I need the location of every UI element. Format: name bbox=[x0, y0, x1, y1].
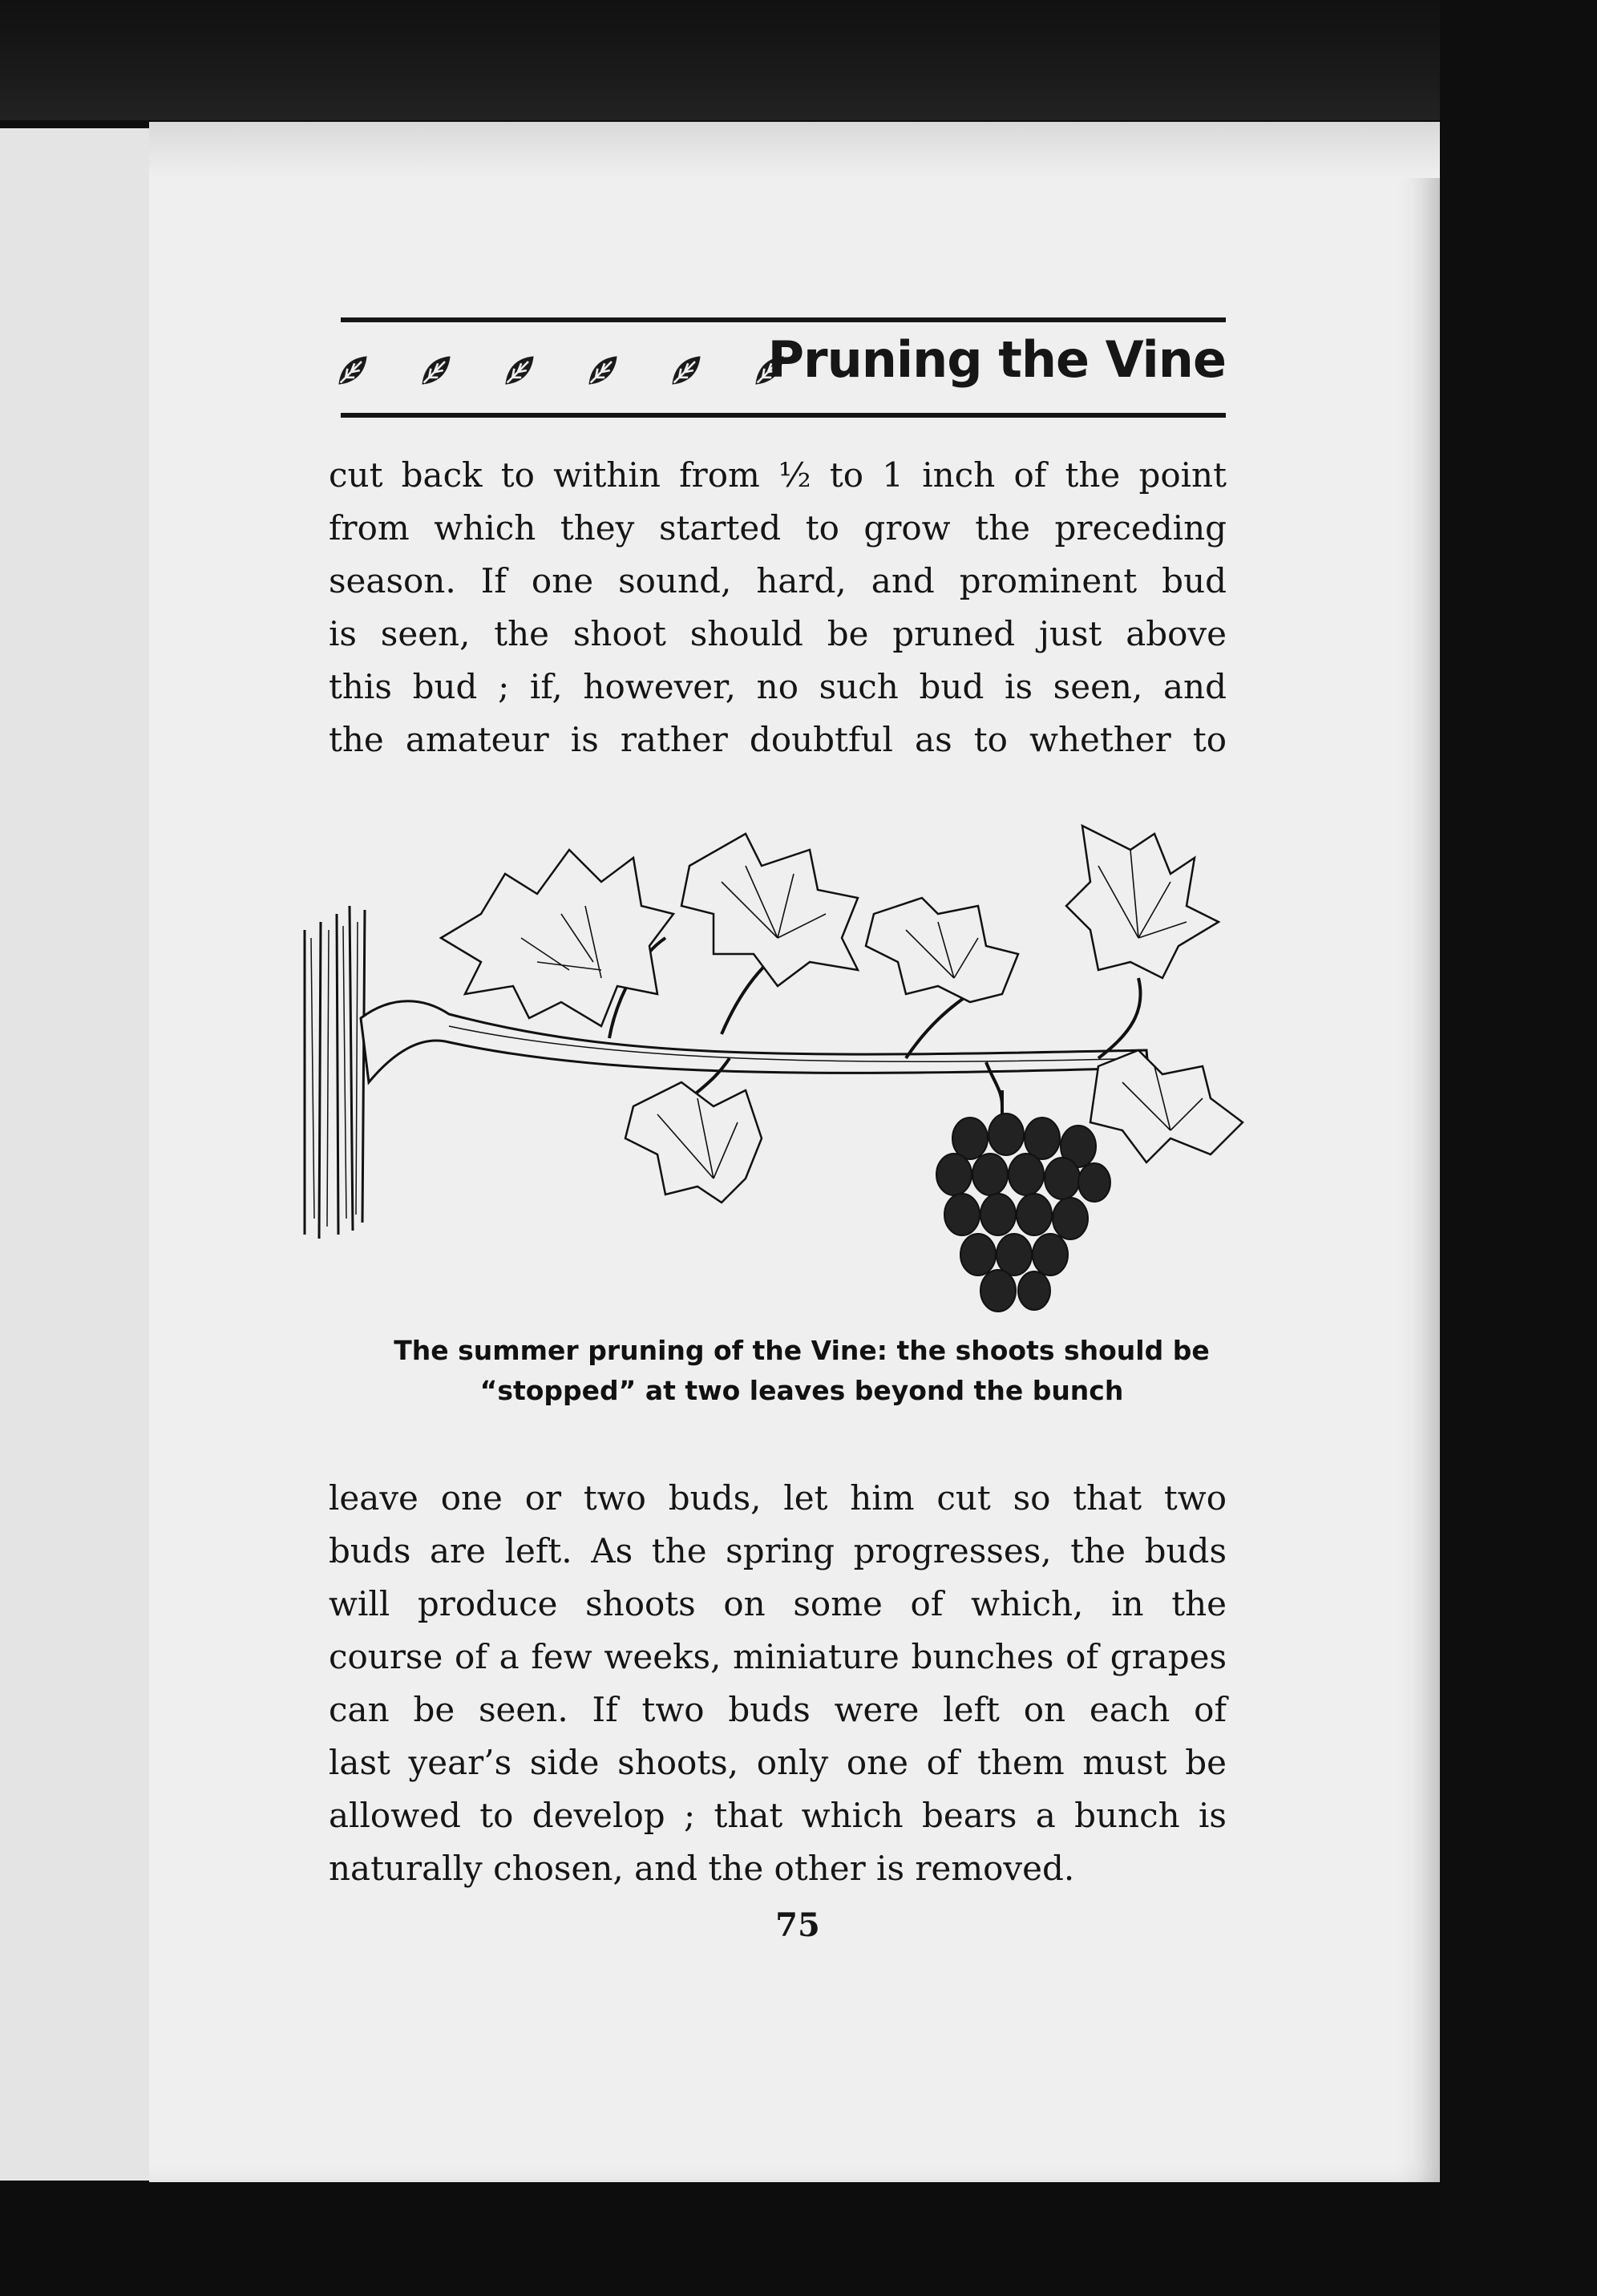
leaf-ornament-icon bbox=[335, 353, 370, 388]
text-line: can be seen. If two buds were left on each of bbox=[329, 1690, 1227, 1729]
header-rule-top bbox=[341, 317, 1226, 322]
vine-trunk bbox=[305, 906, 365, 1239]
text-line: course of a few weeks, miniature bunches of grapes bbox=[329, 1637, 1227, 1676]
scan-background-right bbox=[1440, 0, 1597, 2296]
vine-shoots bbox=[609, 938, 1141, 1106]
grape-bunch bbox=[936, 1090, 1110, 1312]
text-line: naturally chosen, and the other is removed. bbox=[329, 1849, 1075, 1888]
paragraph-bottom bbox=[329, 1472, 1227, 1895]
grape-vine-illustration bbox=[297, 818, 1275, 1331]
header-rule-bottom bbox=[341, 413, 1226, 418]
text-line: from which they started to grow the preceding bbox=[329, 508, 1227, 548]
leaf-ornament-icon bbox=[669, 353, 704, 388]
text-line: cut back to within from ½ to 1 inch of the point bbox=[329, 455, 1227, 495]
text-line: this bud ; if, however, no such bud is seen, and bbox=[329, 667, 1227, 706]
text-line: last year’s side shoots, only one of them must be bbox=[329, 1743, 1227, 1782]
scan-background-top bbox=[0, 0, 1597, 120]
running-header-title: Pruning the Vine bbox=[767, 330, 1226, 389]
text-line: will produce shoots on some of which, in the bbox=[329, 1584, 1227, 1623]
text-line: season. If one sound, hard, and prominent bud bbox=[329, 561, 1227, 600]
text-line: allowed to develop ; that which bears a bunch is bbox=[329, 1796, 1227, 1835]
page-number: 75 bbox=[775, 1906, 820, 1944]
text-line: leave one or two buds, let him cut so that two bbox=[329, 1478, 1227, 1518]
figure-caption bbox=[305, 1331, 1299, 1411]
vine-cane bbox=[361, 1001, 1148, 1082]
text-line: the amateur is rather doubtful as to whether to bbox=[329, 720, 1227, 759]
paragraph-top bbox=[329, 449, 1227, 766]
caption-line: The summer pruning of the Vine: the shoots should be bbox=[394, 1335, 1210, 1366]
page-top-shadow bbox=[149, 122, 1440, 178]
vine-leaves bbox=[441, 826, 1243, 1203]
leaf-ornament-icon bbox=[418, 353, 454, 388]
leaf-ornament-icon bbox=[502, 353, 537, 388]
text-line: is seen, the shoot should be pruned just above bbox=[329, 614, 1227, 653]
text-line: buds are left. As the spring progresses, the buds bbox=[329, 1531, 1227, 1570]
header-ornaments bbox=[335, 346, 787, 394]
leaf-ornament-icon bbox=[585, 353, 621, 388]
facing-page-edge bbox=[0, 128, 160, 2181]
caption-line: “stopped” at two leaves beyond the bunch bbox=[479, 1375, 1124, 1406]
